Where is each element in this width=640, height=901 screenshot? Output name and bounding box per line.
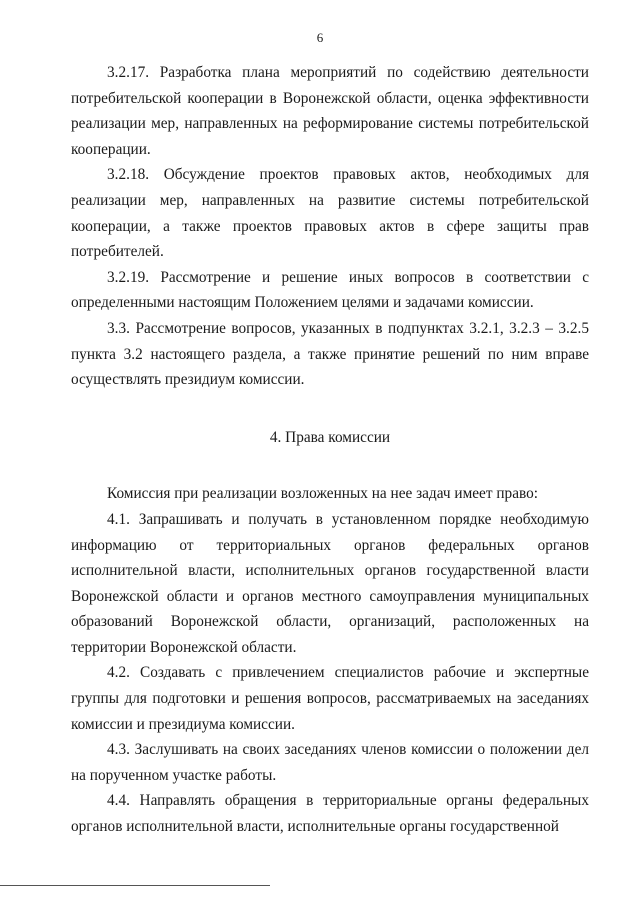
section-4-intro: Комиссия при реализации возложенных на нее задач имеет право:	[107, 485, 539, 503]
paragraph-4-3: 4.3. Заслушивать на своих заседаниях членов комиссии о положении дел на порученном участке работы.	[71, 741, 589, 784]
document-body	[71, 60, 589, 840]
paragraph-3-2-19: 3.2.19. Рассмотрение и решение иных вопросов в соответствии с определенными настоящим Положением целями и задачами комиссии.	[71, 268, 589, 312]
paragraph-3-2-17: 3.2.17. Разработка плана мероприятий по содействию деятельности потребительской кооперации в Воронежской области, оценка эффективности реализации мер, направленных на реформирование системы потребительской кооперации.	[71, 64, 589, 158]
section-heading-rights: 4. Права комиссии	[269, 428, 391, 446]
paragraph-4-4: 4.4. Направлять обращения в территориальные органы федеральных органов исполнительной власти, исполнительные органы государственной	[71, 792, 589, 836]
paragraph-3-3: 3.3. Рассмотрение вопросов, указанных в подпунктах 3.2.1, 3.2.3 – 3.2.5 пункта 3.2 настоящего раздела, а также принятие решений по ним вправе осуществлять президиум комиссии.	[71, 319, 589, 389]
paragraph-4-2: 4.2. Создавать с привлечением специалистов рабочие и экспертные группы для подготовки и решения вопросов, рассматриваемых на заседаниях комиссии и президиума комиссии.	[71, 664, 589, 733]
page-number: 6	[316, 30, 324, 45]
paragraph-4-1: 4.1. Запрашивать и получать в установленном порядке необходимую информацию от территориальных органов федеральных органов исполнительной власти, исполнительных органов государственной власти Воронежской области и органов местного самоуправления муниципальных образований Воронежской области, организаций, расположенных на территории Воронежской области.	[71, 510, 589, 656]
bottom-rule	[0, 885, 270, 886]
paragraph-3-2-18: 3.2.18. Обсуждение проектов правовых актов, необходимых для реализации мер, направленных на развитие системы потребительской кооперации, а также проектов правовых актов в сфере защиты прав потребителей.	[71, 166, 589, 261]
